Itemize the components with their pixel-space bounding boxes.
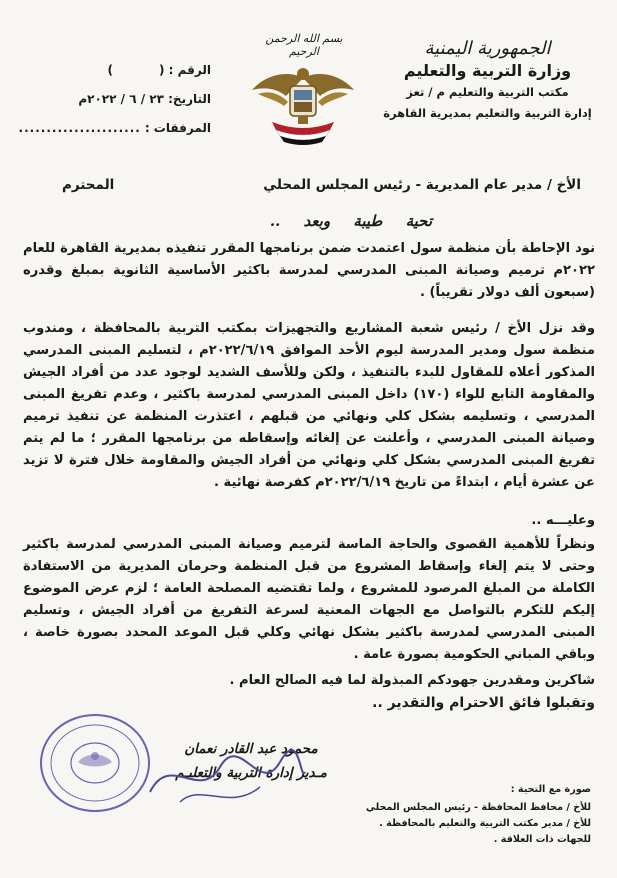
copies-label: صورة مع التحية : <box>510 784 591 795</box>
department-name: إدارة التربية والتعليم بمديرية القاهرة <box>383 106 592 120</box>
closing-line: وتقبلوا فائق الاحترام والتقدير .. <box>372 695 595 711</box>
copies-list <box>366 782 591 848</box>
greeting: تحية طيبة وبعد .. <box>269 212 432 230</box>
handwritten-signature-icon <box>140 742 310 812</box>
body-paragraph-4: ونظراً للأهمية القصوى والحاجة الماسة لترميم وصيانة المبنى المدرسي لمدرسة باكثير وحتى لا يتم إلغاء وإسقاط المشروع من قبل المنظمة وحرمان المديرية من الاستفادة الكاملة من المبلغ المرصود للمشروع ، ولما تقتضيه المصلحة العامة ؛ لزم عرض الموضوع إليكم للتكرم بالتواصل مع الجهات المعنية لسرعة التفريغ من أفراد الجيش ، وتسليم المبنى المدرسي لمدرسة باكثير بشكل نهائي وكلي قبل الموعد المحدد بصورة خاصة ، وباقي المباني الحكومية بصورة عامة . <box>23 537 595 662</box>
yemen-eagle-emblem-icon <box>248 60 358 150</box>
signer-title: مـدير إدارة التربية والتعليـم <box>175 765 327 781</box>
copy-item: للأخ / مدير مكتب التربية والتعليم بالمحافظة . <box>379 818 591 829</box>
honorific: المحترم <box>62 177 115 193</box>
copy-item: للجهات ذات العلاقة . <box>493 834 591 845</box>
date-row <box>46 85 211 114</box>
ministry-name: وزارة التربية والتعليم <box>403 61 572 80</box>
country-name: الجمهورية اليمنية <box>424 38 551 59</box>
signer-name: محمود عبد القادر نعمان <box>184 741 318 757</box>
body-paragraph-3: وعليـــه .. <box>531 513 595 528</box>
ref-label: الرقم : ( <box>159 63 211 77</box>
ref-close: ) <box>107 63 113 77</box>
attachments-row <box>18 114 211 143</box>
ref-row <box>46 56 211 85</box>
basmala: بسم الله الرحمن الرحيم <box>265 32 343 58</box>
body-paragraph-1: نود الإحاطة بأن منظمة سول اعتمدت ضمن برنامجها المقرر تنفيذه بمديرية القاهرة للعام ٢٠٢٢م ترميم وصيانة المبنى المدرسي لمدرسة باكثير الأساسية الثانوية بمبلغ وقدره (سبعون ألف دولار تقريباً) . <box>23 241 595 300</box>
body-paragraph-2: وقد نزل الأخ / رئيس شعبة المشاريع والتجهيزات بمكتب التربية بالمحافظة ، ومندوب منظمة سول ومدير المدرسة ليوم الأحد الموافق ٢٠٢٢/٦/١٩م ، لتسليم المبنى المدرسي المذكور أعلاه للمقاول للبدء بالتنفيذ ، ولكن وللأسف الشديد لوجود عدد من أفراد الجيش والمقاومة التابع للواء (١٧٠) داخل المبنى المدرسي لمدرسة باكثير ، وعدم تفريغ المبنى المدرسي ، وتسليمه بشكل كلي ونهائي من قبلهم ، اعتذرت المنظمة عن تنفيذ ترميم وصيانة المبنى المدرسي ، وأعلنت عن إلغائه وإسقاطه من برنامجها المقرر ؛ ما لم يتم تفريغ المبنى المدرسي بشكل كلي ونهائي من أفراد الجيش والمقاومة خلال فترة لا تزيد عن عشرة أيام ، ابتداءً من تاريخ ٢٠٢٢/٦/١٩م كفرصة نهائية . <box>23 321 595 490</box>
copy-item: للأخ / محافظ المحافظة - رئيس المجلس المحلي <box>365 802 591 813</box>
attachments-label: المرفقات : <box>144 121 211 135</box>
body-paragraph-5: شاكرين ومقدرين جهودكم المبذولة لما فيه الصالح العام . <box>229 673 595 688</box>
attachments-dots: ...................... <box>18 121 141 135</box>
office-name: مكتب التربية والتعليم م / تعز <box>406 85 569 99</box>
letterhead-right <box>380 38 595 124</box>
date-label: التاريخ: ٢٣ / ٦ / ٢٠٢٢م <box>78 92 211 106</box>
official-stamp-icon <box>38 712 153 814</box>
addressee: الأخ / مدير عام المديرية - رئيس المجلس المحلي <box>263 177 581 193</box>
letterhead-left <box>18 56 211 143</box>
